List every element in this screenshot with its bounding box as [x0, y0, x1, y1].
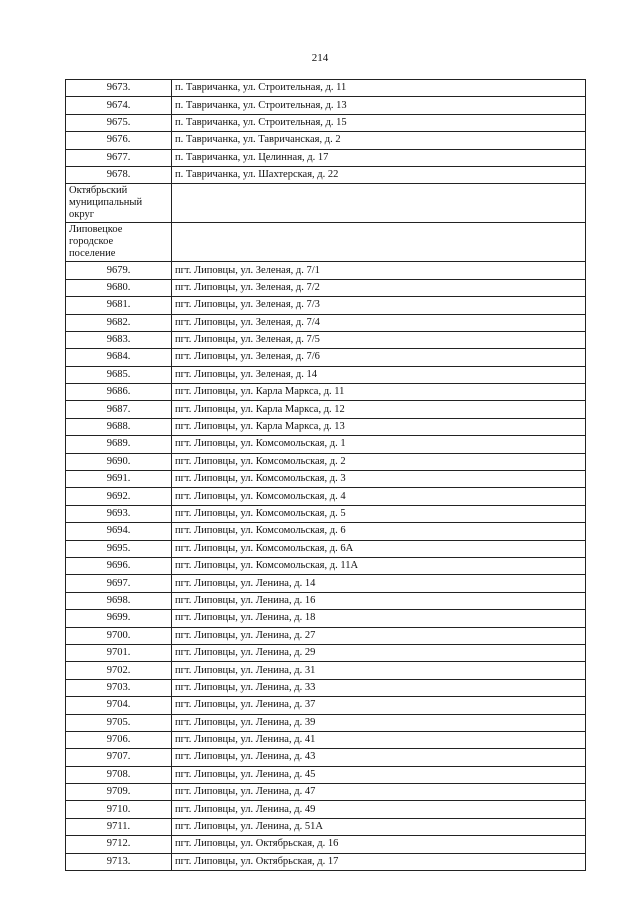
row-number: 9688.: [66, 418, 172, 435]
address-cell: пгт. Липовцы, ул. Зеленая, д. 7/5: [172, 331, 586, 348]
address-cell: пгт. Липовцы, ул. Октябрьская, д. 16: [172, 836, 586, 853]
table-row: [66, 297, 586, 314]
address-cell: пгт. Липовцы, ул. Комсомольская, д. 1: [172, 436, 586, 453]
table-row: [66, 644, 586, 661]
address-cell: пгт. Липовцы, ул. Карла Маркса, д. 11: [172, 384, 586, 401]
table-row: [66, 471, 586, 488]
row-number: 9685.: [66, 366, 172, 383]
table-row: [66, 714, 586, 731]
row-number: 9694.: [66, 523, 172, 540]
table-row: [66, 662, 586, 679]
row-number: 9675.: [66, 114, 172, 131]
row-number: 9696.: [66, 557, 172, 574]
table-row: [66, 592, 586, 609]
address-cell: пгт. Липовцы, ул. Ленина, д. 37: [172, 697, 586, 714]
page-number: 214: [311, 52, 329, 64]
row-number: 9695.: [66, 540, 172, 557]
table-row: [66, 784, 586, 801]
row-number: 9700.: [66, 627, 172, 644]
row-number: 9681.: [66, 297, 172, 314]
row-number: 9703.: [66, 679, 172, 696]
address-table-body: [66, 80, 586, 871]
row-number: 9707.: [66, 749, 172, 766]
table-row: [66, 401, 586, 418]
row-number: 9684.: [66, 349, 172, 366]
address-cell: п. Тавричанка, ул. Строительная, д. 13: [172, 97, 586, 114]
row-number: 9673.: [66, 80, 172, 97]
address-cell: пгт. Липовцы, ул. Ленина, д. 43: [172, 749, 586, 766]
address-cell: п. Тавричанка, ул. Тавричанская, д. 2: [172, 132, 586, 149]
section-empty-cell: [172, 223, 586, 262]
address-cell: п. Тавричанка, ул. Строительная, д. 11: [172, 80, 586, 97]
address-cell: п. Тавричанка, ул. Целинная, д. 17: [172, 149, 586, 166]
table-row: [66, 436, 586, 453]
address-cell: п. Тавричанка, ул. Шахтерская, д. 22: [172, 166, 586, 183]
address-cell: пгт. Липовцы, ул. Карла Маркса, д. 12: [172, 401, 586, 418]
address-cell: пгт. Липовцы, ул. Зеленая, д. 7/3: [172, 297, 586, 314]
section-label: Октябрьский муниципальный округ: [66, 184, 172, 223]
table-row: [66, 132, 586, 149]
row-number: 9677.: [66, 149, 172, 166]
address-cell: пгт. Липовцы, ул. Комсомольская, д. 4: [172, 488, 586, 505]
table-row: [66, 557, 586, 574]
address-cell: пгт. Липовцы, ул. Ленина, д. 29: [172, 644, 586, 661]
row-number: 9704.: [66, 697, 172, 714]
address-cell: пгт. Липовцы, ул. Зеленая, д. 7/4: [172, 314, 586, 331]
table-row: [66, 697, 586, 714]
table-row: [66, 384, 586, 401]
row-number: 9712.: [66, 836, 172, 853]
address-cell: пгт. Липовцы, ул. Комсомольская, д. 3: [172, 471, 586, 488]
address-cell: пгт. Липовцы, ул. Комсомольская, д. 6: [172, 523, 586, 540]
table-row: [66, 801, 586, 818]
address-table: [65, 79, 586, 871]
address-cell: п. Тавричанка, ул. Строительная, д. 15: [172, 114, 586, 131]
address-cell: пгт. Липовцы, ул. Комсомольская, д. 11А: [172, 557, 586, 574]
row-number: 9674.: [66, 97, 172, 114]
address-cell: пгт. Липовцы, ул. Комсомольская, д. 2: [172, 453, 586, 470]
table-row: [66, 540, 586, 557]
address-cell: пгт. Липовцы, ул. Комсомольская, д. 6А: [172, 540, 586, 557]
row-number: 9705.: [66, 714, 172, 731]
address-cell: пгт. Липовцы, ул. Ленина, д. 39: [172, 714, 586, 731]
table-row: [66, 314, 586, 331]
row-number: 9711.: [66, 818, 172, 835]
section-header-row: [66, 223, 586, 262]
address-cell: пгт. Липовцы, ул. Ленина, д. 14: [172, 575, 586, 592]
table-row: [66, 453, 586, 470]
table-row: [66, 149, 586, 166]
table-row: [66, 627, 586, 644]
row-number: 9678.: [66, 166, 172, 183]
row-number: 9702.: [66, 662, 172, 679]
table-row: [66, 853, 586, 870]
row-number: 9710.: [66, 801, 172, 818]
table-row: [66, 80, 586, 97]
address-cell: пгт. Липовцы, ул. Ленина, д. 51А: [172, 818, 586, 835]
address-cell: пгт. Липовцы, ул. Ленина, д. 41: [172, 731, 586, 748]
table-row: [66, 523, 586, 540]
table-row: [66, 749, 586, 766]
table-row: [66, 349, 586, 366]
address-cell: пгт. Липовцы, ул. Ленина, д. 27: [172, 627, 586, 644]
row-number: 9693.: [66, 505, 172, 522]
address-cell: пгт. Липовцы, ул. Карла Маркса, д. 13: [172, 418, 586, 435]
address-cell: пгт. Липовцы, ул. Зеленая, д. 7/6: [172, 349, 586, 366]
row-number: 9699.: [66, 610, 172, 627]
row-number: 9686.: [66, 384, 172, 401]
table-row: [66, 366, 586, 383]
row-number: 9692.: [66, 488, 172, 505]
address-cell: пгт. Липовцы, ул. Октябрьская, д. 17: [172, 853, 586, 870]
table-row: [66, 166, 586, 183]
row-number: 9683.: [66, 331, 172, 348]
row-number: 9706.: [66, 731, 172, 748]
row-number: 9713.: [66, 853, 172, 870]
section-header-row: [66, 184, 586, 223]
row-number: 9676.: [66, 132, 172, 149]
row-number: 9680.: [66, 279, 172, 296]
table-row: [66, 488, 586, 505]
table-row: [66, 418, 586, 435]
table-row: [66, 262, 586, 279]
table-row: [66, 610, 586, 627]
table-row: [66, 679, 586, 696]
row-number: 9708.: [66, 766, 172, 783]
section-empty-cell: [172, 184, 586, 223]
table-row: [66, 818, 586, 835]
row-number: 9701.: [66, 644, 172, 661]
table-row: [66, 279, 586, 296]
row-number: 9698.: [66, 592, 172, 609]
address-cell: пгт. Липовцы, ул. Ленина, д. 33: [172, 679, 586, 696]
table-row: [66, 731, 586, 748]
table-row: [66, 97, 586, 114]
address-cell: пгт. Липовцы, ул. Зеленая, д. 7/1: [172, 262, 586, 279]
table-row: [66, 505, 586, 522]
address-cell: пгт. Липовцы, ул. Зеленая, д. 14: [172, 366, 586, 383]
address-cell: пгт. Липовцы, ул. Ленина, д. 16: [172, 592, 586, 609]
address-cell: пгт. Липовцы, ул. Ленина, д. 31: [172, 662, 586, 679]
address-cell: пгт. Липовцы, ул. Ленина, д. 49: [172, 801, 586, 818]
row-number: 9679.: [66, 262, 172, 279]
row-number: 9691.: [66, 471, 172, 488]
row-number: 9682.: [66, 314, 172, 331]
row-number: 9690.: [66, 453, 172, 470]
address-cell: пгт. Липовцы, ул. Зеленая, д. 7/2: [172, 279, 586, 296]
table-row: [66, 836, 586, 853]
address-cell: пгт. Липовцы, ул. Ленина, д. 47: [172, 784, 586, 801]
row-number: 9689.: [66, 436, 172, 453]
row-number: 9687.: [66, 401, 172, 418]
table-row: [66, 766, 586, 783]
section-label: Липовецкое городское поселение: [66, 223, 172, 262]
table-row: [66, 575, 586, 592]
address-cell: пгт. Липовцы, ул. Ленина, д. 18: [172, 610, 586, 627]
address-cell: пгт. Липовцы, ул. Ленина, д. 45: [172, 766, 586, 783]
row-number: 9709.: [66, 784, 172, 801]
row-number: 9697.: [66, 575, 172, 592]
address-cell: пгт. Липовцы, ул. Комсомольская, д. 5: [172, 505, 586, 522]
table-row: [66, 331, 586, 348]
table-row: [66, 114, 586, 131]
